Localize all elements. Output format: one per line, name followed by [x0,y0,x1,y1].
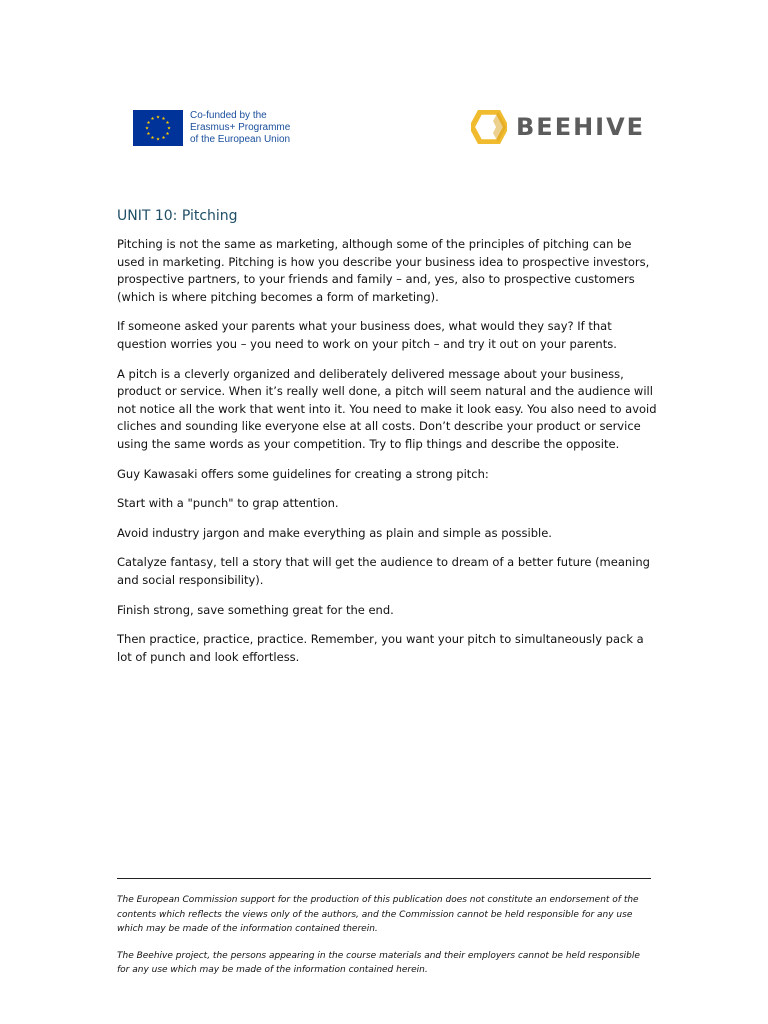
footer-divider [117,878,651,879]
body-content [117,236,657,678]
disclaimer-beehive: The Beehive project, the persons appearing in the course materials and their employers cannot be held responsible for any use which may be made of the information contained herein. [117,950,640,976]
eu-flag-icon [133,110,183,146]
eu-text-line3: of the European Union [190,134,291,145]
footer-disclaimer [117,893,652,990]
page-title: UNIT 10: Pitching [117,208,238,224]
paragraph-guidelines-intro: Guy Kawasaki offers some guidelines for creating a strong pitch: [117,466,489,481]
beehive-logo [471,110,645,144]
paragraph-practice: Then practice, practice, practice. Remember, you want your pitch to simultaneously pack a lot of punch and look effortless. [117,632,644,664]
disclaimer-commission: The European Commission support for the production of this publication does not constitute an endorsement of the contents which reflects the views only of the authors, and the Commission cannot be held responsible for any use which may be made of the information contained therein. [117,895,639,935]
eu-text-line1: Co-funded by the [190,110,267,121]
eu-cofunded-text [190,110,290,146]
eu-cofunded-logo [133,110,290,146]
paragraph-parents: If someone asked your parents what your business does, what would they say? If that question worries you – you need to work on your pitch – and try it out on your parents. [117,319,617,351]
guideline-punch: Start with a "punch" to grap attention. [117,496,339,511]
guideline-finish: Finish strong, save something great for the end. [117,602,394,617]
eu-text-line2: Erasmus+ Programme [190,122,291,133]
guideline-jargon: Avoid industry jargon and make everything as plain and simple as possible. [117,525,552,540]
paragraph-pitch-definition: A pitch is a cleverly organized and deliberately delivered message about your business, product or service. When it’s really well done, a pitch will seem natural and the audience will not notice all the work that went into it. You need to make it look easy. You also need to avoid cliches and sounding like everyone else at all costs. Don’t describe your product or service using the same words as your competition. Try to flip things and describe the opposite. [117,366,657,451]
hexagon-icon [471,110,507,144]
paragraph-intro: Pitching is not the same as marketing, although some of the principles of pitching can be used in marketing. Pitching is how you describe your business idea to prospective investors, prospective partners, to your friends and family – and, yes, also to prospective customers (which is where pitching becomes a form of marketing). [117,237,650,304]
guideline-fantasy: Catalyze fantasy, tell a story that will get the audience to dream of a better future (meaning and social responsibility). [117,555,650,587]
beehive-wordmark: BEEHIVE [516,113,646,141]
